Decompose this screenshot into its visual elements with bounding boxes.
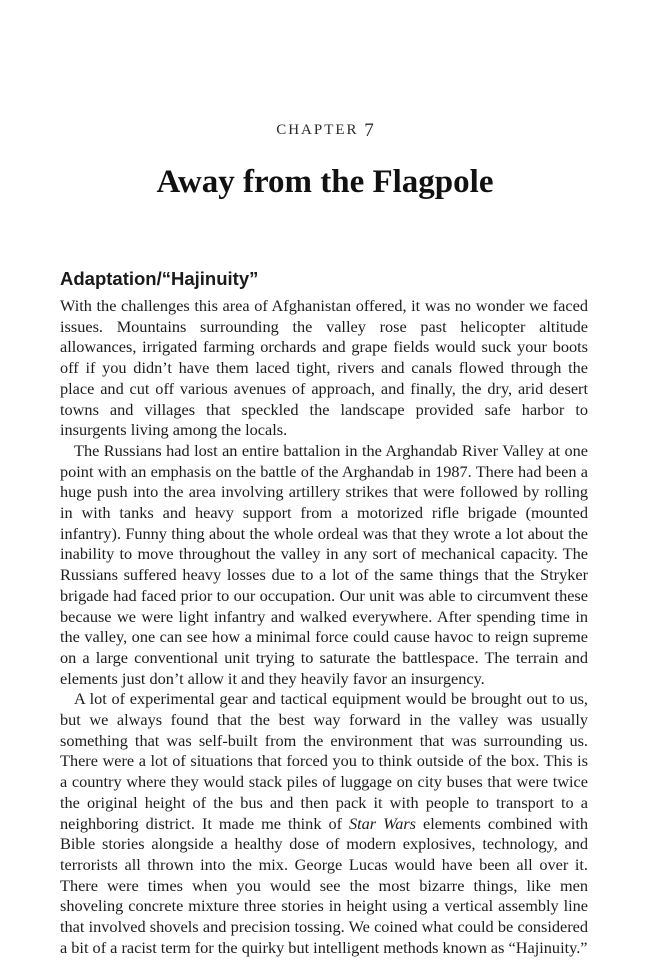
paragraph-3: [60, 689, 588, 958]
italic-title: Star Wars: [349, 813, 417, 833]
paragraph-2: The Russians had lost an entire battalion in the Arghandab River Valley at one point with an emphasis on the battle of the Arghandab in 1987. There had been a huge push into the area involving artillery strikes that were followed by rolling in with tanks and heavy support from a motorized rifle brigade (mounted infantry). Funny thing about the whole ordeal was that they wrote a lot about the inability to move throughout the valley in any sort of mechanical capacity. The Russians suffered heavy losses due to a lot of the same things that the Stryker brigade had faced prior to our occupation. Our unit was able to circumvent these because we were light infantry and walked everywhere. After spending time in the valley, one can see how a minimal force could cause havoc to reign supreme on a large conventional unit trying to saturate the battlespace. The terrain and elements just don’t allow it and they heavily favor an insurgency.: [60, 440, 588, 688]
chapter-label: [0, 118, 650, 140]
chapter-number: 7: [364, 120, 374, 141]
paragraph-1: With the challenges this area of Afghanistan offered, it was no wonder we faced issues. Mountains surrounding the valley rose past helicopter altitude allowances, irrigated farming orchards and grape fields would suck your boots off if you didn’t have them laced tight, rivers and canals flowed through the place and cut off various avenues of approach, and finally, the dry, arid desert towns and villages that speckled the landscape provided safe harbor to insurgents living among the locals.: [60, 296, 588, 440]
chapter-label-text: CHAPTER: [276, 122, 359, 138]
body-text: [60, 296, 588, 959]
chapter-title: Away from the Flagpole: [156, 164, 494, 200]
paragraph-3-part-1: A lot of experimental gear and tactical equipment would be brought out to us, but we always found that the best way forward in the valley was usually something that was self-built from the environment that was surrounding us. There were a lot of situations that forced you to think outside of the box. This is a country where they would stack piles of luggage on city buses that were twice the original height of the bus and then pack it with people to transport to a neighboring district. It made me think of: [60, 689, 588, 833]
paragraph-3-part-2: elements combined with Bible stories alongside a healthy dose of modern explosives, technology, and terrorists all thrown into the mix. George Lucas would have been all over it. There were times when you would see the most bizarre things, like men shoveling concrete mixture three stories in height using a vertical assembly line that involved shovels and precision tossing. We coined what could be considered a bit of a racist term for the quirky but intelligent methods known as “Hajinuity.”: [60, 813, 588, 957]
section-heading: Adaptation/“Hajinuity”: [60, 268, 259, 289]
